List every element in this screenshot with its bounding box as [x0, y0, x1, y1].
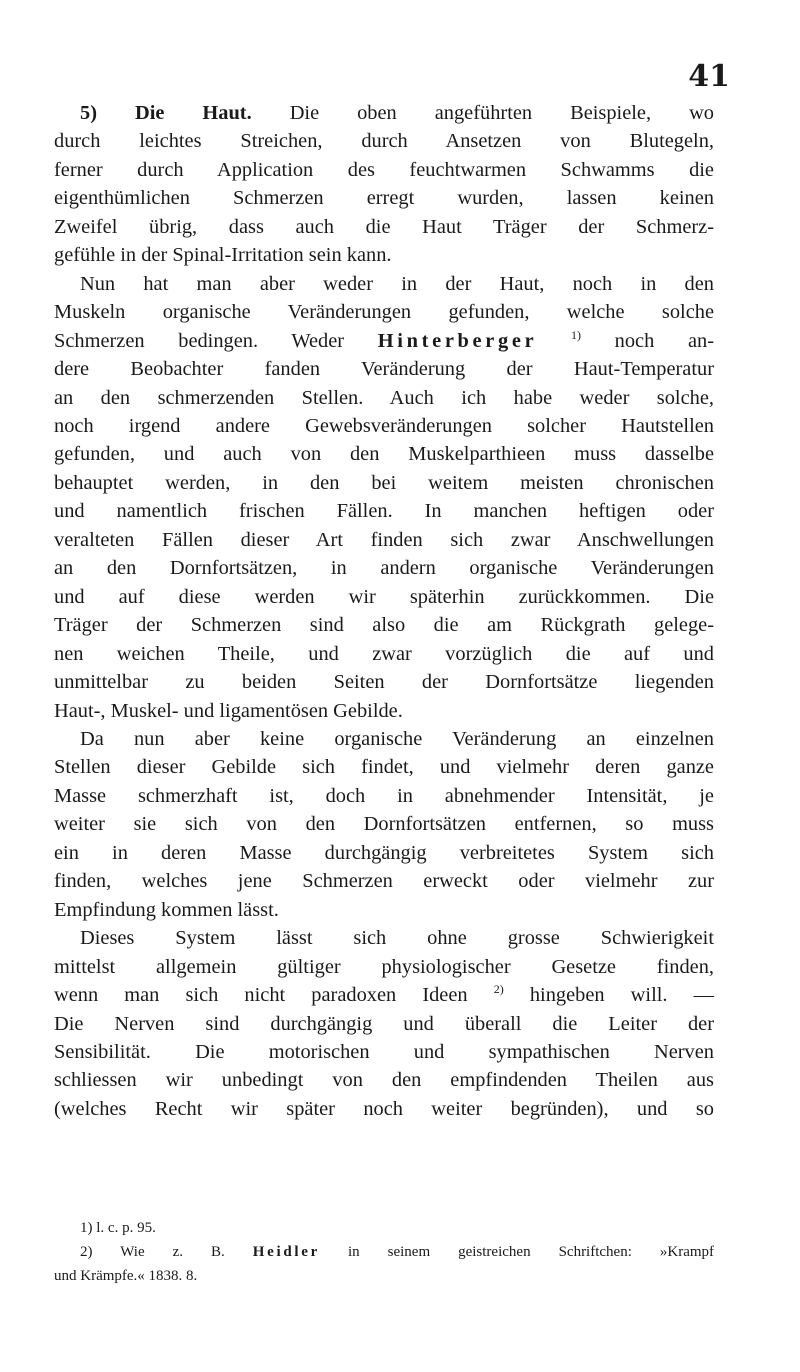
paragraph-4-text: wenn man sich nicht paradoxen Ideen	[54, 984, 468, 1007]
paragraph-2-line-15: unmittelbar zu beiden Seiten der Dornfortsätze liegenden	[54, 671, 714, 694]
footnote-ref-2: 2)	[493, 982, 504, 997]
paragraph-2-line-12: und auf diese werden wir späterhin zurückkommen. Die	[54, 585, 714, 608]
paragraph-2-line-11: an den Dornfortsätzen, in andern organische Veränderungen	[54, 557, 714, 580]
footnote-2-text: in seinem geistreichen Schriftchen: »Krampf	[347, 1244, 715, 1260]
footnote-2-line-1	[54, 1240, 714, 1264]
paragraph-4-line-6: schliessen wir unbedingt von den empfindenden Theilen aus	[54, 1069, 714, 1092]
page-number: 41	[688, 59, 730, 94]
paragraph-4-line-4: Die Nerven sind durchgängig und überall die Leiter der	[54, 1012, 714, 1035]
paragraph-2-line-1: Nun hat man aber weder in der Haut, noch in den	[80, 272, 714, 295]
paragraph-1-line-1	[54, 99, 714, 127]
paragraph-2-line-5: an den schmerzenden Stellen. Auch ich habe weder solche,	[54, 386, 714, 409]
author-name-heidler: Heidler	[252, 1244, 320, 1260]
paragraph-2-line-4: dere Beobachter fanden Veränderung der Haut-Temperatur	[54, 358, 714, 381]
paragraph-4-line-7: (welches Recht wir später noch weiter begründen), und so	[54, 1097, 714, 1120]
section-heading: 5) Die Haut.	[80, 102, 252, 124]
paragraph-1-text: Die oben angeführten Beispiele, wo	[289, 102, 714, 124]
paragraph-1-line-2: durch leichtes Streichen, durch Ansetzen von Blutegeln,	[54, 130, 714, 153]
paragraph-1-line-6: gefühle in der Spinal-Irritation sein kann.	[54, 244, 392, 267]
footnote-2-text: 2) Wie z. B.	[80, 1244, 225, 1260]
paragraph-2-line-13: Träger der Schmerzen sind also die am Rückgrath gelege-	[54, 614, 714, 637]
author-name-hinterberger: Hinterberger	[377, 329, 538, 352]
paragraph-1-line-3: ferner durch Application des feuchtwarmen Schwamms die	[54, 158, 714, 181]
footnotes	[54, 1216, 714, 1288]
paragraph-2-line-14: nen weichen Theile, und zwar vorzüglich die auf und	[54, 642, 714, 665]
paragraph-3-line-5: ein in deren Masse durchgängig verbreitetes System sich	[54, 841, 714, 864]
paragraph-1-line-4: eigenthümlichen Schmerzen erregt wurden, lassen keinen	[54, 187, 714, 210]
footnote-2-line-2: und Krämpfe.« 1838. 8.	[54, 1268, 198, 1284]
paragraph-4-text: hingeben will. —	[529, 984, 714, 1007]
paragraph-1-line-5: Zweifel übrig, dass auch die Haut Träger der Schmerz-	[54, 215, 714, 238]
paragraph-4-line-5: Sensibilität. Die motorischen und sympathischen Nerven	[54, 1040, 714, 1063]
paragraph-3-line-7: Empfindung kommen lässt.	[54, 898, 279, 921]
paragraph-2-line-8: behauptet werden, in den bei weitem meisten chronischen	[54, 471, 714, 494]
paragraph-4-line-3	[54, 981, 714, 1009]
paragraph-3-line-1: Da nun aber keine organische Veränderung an einzelnen	[80, 727, 714, 750]
paragraph-2-line-3	[54, 327, 714, 355]
paragraph-3-line-2: Stellen dieser Gebilde sich findet, und vielmehr deren ganze	[54, 756, 714, 779]
paragraph-3-line-4: weiter sie sich von den Dornfortsätzen entfernen, so muss	[54, 813, 714, 836]
paragraph-2-line-9: und namentlich frischen Fällen. In manchen heftigen oder	[54, 500, 714, 523]
body-text	[54, 99, 714, 1123]
footnote-ref-1: 1)	[570, 327, 581, 342]
paragraph-2-text: Schmerzen bedingen. Weder	[54, 329, 345, 352]
paragraph-2-line-16: Haut-, Muskel- und ligamentösen Gebilde.	[54, 699, 403, 722]
paragraph-2-line-2: Muskeln organische Veränderungen gefunden, welche solche	[54, 301, 714, 324]
paragraph-2-line-6: noch irgend andere Gewebsveränderungen solcher Hautstellen	[54, 414, 714, 437]
footnote-1: 1) l. c. p. 95.	[80, 1220, 156, 1236]
paragraph-4-line-1: Dieses System lässt sich ohne grosse Schwierigkeit	[80, 927, 714, 950]
paragraph-4-line-2: mittelst allgemein gültiger physiologischer Gesetze finden,	[54, 955, 714, 978]
paragraph-2-line-10: veralteten Fällen dieser Art finden sich zwar Anschwellungen	[54, 528, 714, 551]
paragraph-3-line-3: Masse schmerzhaft ist, doch in abnehmender Intensität, je	[54, 784, 714, 807]
paragraph-2-line-7: gefunden, und auch von den Muskelparthieen muss dasselbe	[54, 443, 714, 466]
paragraph-2-text: noch an-	[614, 329, 714, 352]
paragraph-3-line-6: finden, welches jene Schmerzen erweckt oder vielmehr zur	[54, 870, 714, 893]
